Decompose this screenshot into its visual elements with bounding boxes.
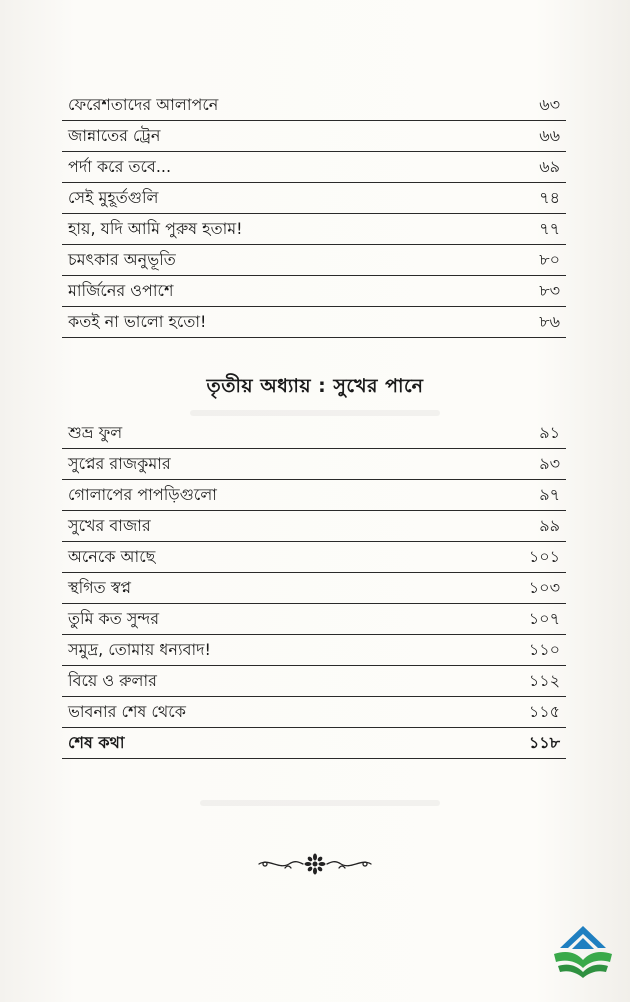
- floral-divider-icon: [255, 852, 375, 876]
- toc-list-bottom: [62, 418, 566, 759]
- toc-entry-page: ১০৭: [528, 608, 560, 628]
- toc-entry-title: পর্দা করে তবে...: [68, 156, 172, 176]
- toc-entry-title: শুভ্র ফুল: [68, 422, 123, 442]
- toc-entry-page: ১১৫: [528, 701, 560, 721]
- toc-entry-page: ৬৩: [539, 94, 560, 114]
- toc-entry-title: মার্জিনের ওপাশে: [68, 280, 174, 300]
- toc-row[interactable]: [62, 480, 566, 511]
- toc-row[interactable]: [62, 183, 566, 214]
- toc-entry-page: ৯৩: [539, 453, 560, 473]
- toc-entry-title: সুখের বাজার: [68, 515, 151, 535]
- toc-entry-page: ৯৭: [539, 484, 560, 504]
- toc-row[interactable]: [62, 697, 566, 728]
- toc-row[interactable]: [62, 90, 566, 121]
- toc-row[interactable]: [62, 666, 566, 697]
- toc-entry-title: ভাবনার শেষ থেকে: [68, 701, 186, 721]
- toc-entry-page: ৮৩: [539, 280, 560, 300]
- toc-entry-page: ৬৯: [539, 156, 560, 176]
- toc-row[interactable]: [62, 604, 566, 635]
- print-smudge: [190, 410, 440, 416]
- toc-entry-page: ৭৪: [539, 187, 560, 207]
- toc-entry-page: ৬৬: [539, 125, 560, 145]
- toc-row[interactable]: [62, 728, 566, 759]
- chapter-heading: তৃতীয় অধ্যায় : সুখের পানে: [206, 375, 424, 397]
- toc-entry-page: ৯১: [539, 422, 560, 442]
- toc-entry-page: ১১২: [528, 670, 560, 690]
- toc-row[interactable]: [62, 511, 566, 542]
- toc-entry-page: ১০৩: [528, 577, 560, 597]
- toc-row[interactable]: [62, 307, 566, 338]
- toc-entry-page: ১০১: [528, 546, 560, 566]
- toc-entry-title: কতই না ভালো হতো!: [68, 311, 207, 331]
- toc-row[interactable]: [62, 573, 566, 604]
- toc-entry-title: সমুদ্র, তোমায় ধন্যবাদ!: [68, 639, 211, 659]
- toc-row[interactable]: [62, 635, 566, 666]
- toc-row[interactable]: [62, 418, 566, 449]
- toc-entry-title: শেষ কথা: [68, 732, 125, 752]
- toc-entry-title: ফেরেশতাদের আলাপনে: [68, 94, 219, 114]
- toc-entry-title: বিয়ে ও রুলার: [68, 670, 157, 690]
- toc-row[interactable]: [62, 152, 566, 183]
- toc-entry-title: গোলাপের পাপড়িগুলো: [68, 484, 217, 504]
- toc-entry-title: চমৎকার অনুভূতি: [68, 249, 176, 269]
- toc-entry-title: স্থগিত স্বপ্ন: [68, 577, 132, 597]
- toc-row[interactable]: [62, 449, 566, 480]
- toc-row[interactable]: [62, 276, 566, 307]
- toc-entry-title: সুপ্নের রাজকুমার: [68, 453, 171, 473]
- toc-entry-title: তুমি কত সুন্দর: [68, 608, 160, 628]
- toc-row[interactable]: [62, 245, 566, 276]
- publisher-book-logo-icon: [548, 922, 618, 984]
- toc-entry-page: ১১০: [528, 639, 560, 659]
- toc-row[interactable]: [62, 214, 566, 245]
- toc-entry-page: ৮৬: [539, 311, 560, 331]
- toc-entry-page: ৯৯: [539, 515, 560, 535]
- toc-entry-page: ৭৭: [539, 218, 560, 238]
- toc-row[interactable]: [62, 121, 566, 152]
- print-smudge: [200, 800, 440, 806]
- toc-entry-title: অনেকে আছে: [68, 546, 156, 566]
- toc-entry-title: সেই মুহূর্তগুলি: [68, 187, 159, 207]
- toc-entry-page: ১১৮: [528, 732, 560, 752]
- toc-row[interactable]: [62, 542, 566, 573]
- toc-list-top: [62, 90, 566, 338]
- toc-entry-title: হায়, যদি আমি পুরুষ হতাম!: [68, 218, 243, 238]
- toc-entry-page: ৮০: [539, 249, 560, 269]
- toc-entry-title: জান্নাতের ট্রেন: [68, 125, 161, 145]
